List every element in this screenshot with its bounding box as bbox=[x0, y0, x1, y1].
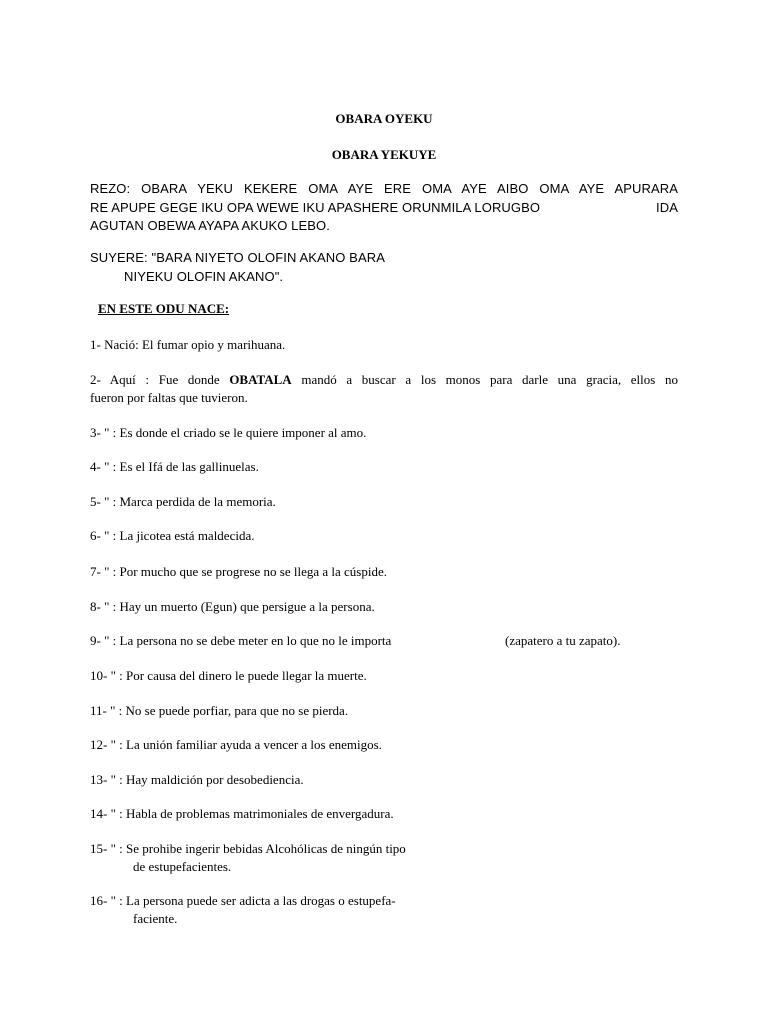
list-item-13: 13- " : Hay maldición por desobediencia. bbox=[90, 772, 304, 787]
list-item-10: 10- " : Por causa del dinero le puede llegar la muerte. bbox=[90, 668, 367, 683]
suyere-paragraph bbox=[90, 249, 385, 286]
document-subtitle: OBARA YEKUYE bbox=[331, 147, 437, 162]
list-item-2-suffix: mandó a buscar a los monos para darle una gracia, ellos no bbox=[291, 372, 678, 387]
list-item-2-line-2: fueron por faltas que tuvieron. bbox=[90, 390, 248, 405]
rezo-line-3: AGUTAN OBEWA AYAPA AKUKO LEBO. bbox=[90, 218, 330, 233]
list-item-15 bbox=[90, 840, 678, 876]
list-item-15-line-1: 15- " : Se prohibe ingerir bebidas Alcohólicas de ningún tipo bbox=[90, 841, 406, 856]
list-item-9 bbox=[90, 632, 678, 650]
suyere-line-2: NIYEKU OLOFIN AKANO". bbox=[124, 268, 284, 284]
rezo-line-1: REZO: OBARA YEKU KEKERE OMA AYE ERE OMA AYE AIBO OMA AYE APURARA bbox=[90, 181, 678, 196]
rezo-line-2-end: IDA bbox=[656, 199, 678, 215]
list-item-5: 5- " : Marca perdida de la memoria. bbox=[90, 494, 276, 509]
document-title: OBARA OYEKU bbox=[335, 111, 433, 126]
list-item-12: 12- " : La unión familiar ayuda a vencer a los enemigos. bbox=[90, 737, 382, 752]
list-item-2 bbox=[90, 371, 678, 407]
list-item-7: 7- " : Por mucho que se progrese no se llega a la cúspide. bbox=[90, 564, 388, 579]
rezo-line-2 bbox=[90, 199, 678, 218]
list-item-6: 6- " : La jicotea está maldecida. bbox=[90, 528, 255, 543]
list-item-16-line-2: faciente. bbox=[133, 911, 178, 926]
list-item-15-line-2: de estupefacientes. bbox=[133, 859, 232, 874]
list-item-1: 1- Nació: El fumar opio y marihuana. bbox=[90, 337, 286, 352]
list-item-16-line-1: 16- " : La persona puede ser adicta a las drogas o estupefa- bbox=[90, 893, 396, 908]
list-item-16 bbox=[90, 892, 678, 928]
list-item-3: 3- " : Es donde el criado se le quiere imponer al amo. bbox=[90, 425, 367, 440]
list-item-9-text: 9- " : La persona no se debe meter en lo que no le importa bbox=[90, 633, 392, 648]
obatala-name: OBATALA bbox=[229, 372, 292, 387]
list-item-14: 14- " : Habla de problemas matrimoniales de envergadura. bbox=[90, 806, 394, 821]
list-item-4: 4- " : Es el Ifá de las gallinuelas. bbox=[90, 459, 259, 474]
section-heading: EN ESTE ODU NACE: bbox=[98, 301, 230, 316]
list-item-9-note: (zapatero a tu zapato). bbox=[505, 633, 621, 648]
rezo-line-2-main: RE APUPE GEGE IKU OPA WEWE IKU APASHERE ORUNMILA LORUGBO bbox=[90, 199, 541, 215]
rezo-paragraph bbox=[90, 180, 678, 236]
list-item-2-line-1 bbox=[90, 371, 678, 389]
list-item-11: 11- " : No se puede porfiar, para que no se pierda. bbox=[90, 703, 349, 718]
list-item-2-prefix: 2- Aquí : Fue donde bbox=[90, 372, 230, 387]
list-item-8: 8- " : Hay un muerto (Egun) que persigue a la persona. bbox=[90, 599, 375, 614]
suyere-line-1: SUYERE: "BARA NIYETO OLOFIN AKANO BARA bbox=[90, 250, 385, 265]
